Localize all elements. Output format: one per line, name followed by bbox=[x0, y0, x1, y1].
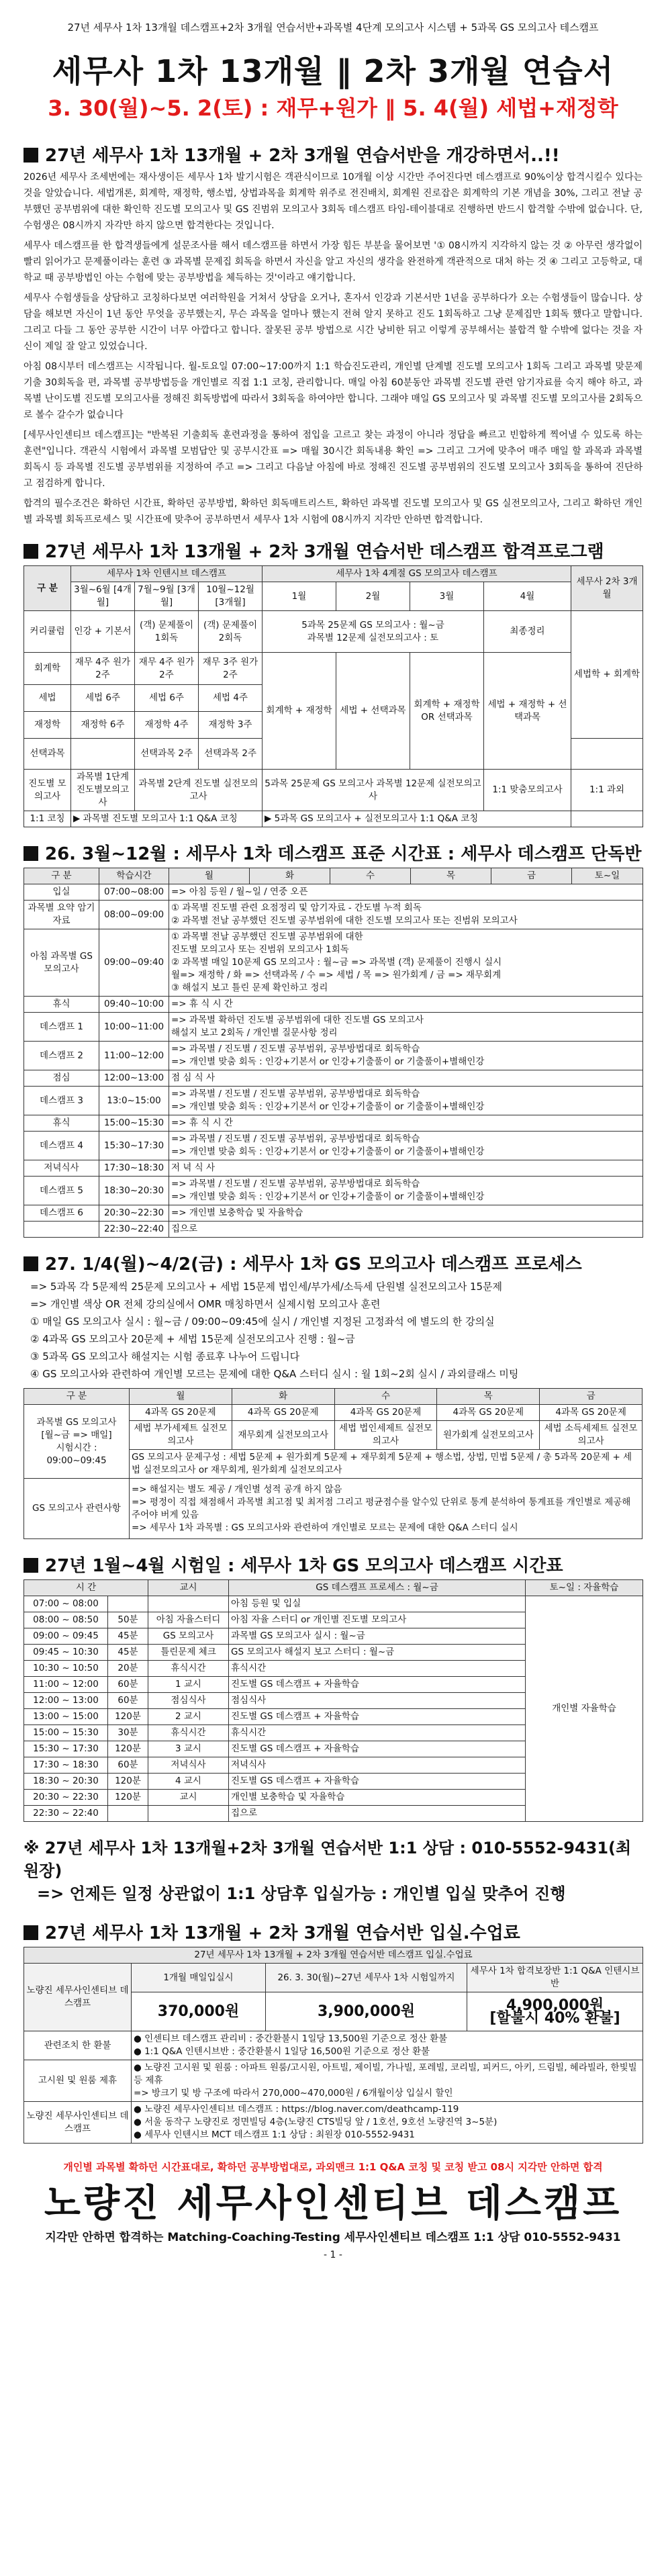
fee-table: 27년 세무사 1차 13개월 + 2차 3개월 연습서반 데스캠프 입실.수업료 노량진 세무사인센티브 데스캠프 1개월 매일입실시 26. 3. 30(월)~27년 세무사 1차 시험일까지 세무사 1차 합격보장반 1:1 Q&A 인텐시브반 370,000원 3,900,000원 4,900,000원 [할불시 40% 환불] 관련조치 한 환불 ● 인센티브 데스캠프 관리비 : 중간환불시 1일당 13,500원 기준으로 정산 환불 ● 1:1 Q&A 인텐시브반 : 중간환불시 1일당 16,500원 기준으로 정산 환불 고시원 및 원룸 제휴 ● 노량진 고시원 및 원룸 : 아파트 원룸/고시원, 아트빌, 제이빌, 가나빌, 포레빌, 코리빌, 피커드, 아키, 드림빌, 헤라빌라, 한빛빌 등 제휴 => 방크기 및 방 구조에 따라서 270,000~470,000원 / 6개월이상 입실시 할인 노량진 세무사인센티브 데스캠프 ● 노량진 세무사인센티브 데스캠프 : https://blog.naver.com/deathcamp-119 ● 서울 동작구 노량진로 정면빌딩 4층(노량진 CTS빌딩 앞 / 1호선, 9호선 노량진역 3~5분) ● 세무사 인텐시브 MCT 데스캠프 1:1 상담 : 최원장 010-5552-9431 bbox=[23, 1947, 643, 2144]
schedule-row bbox=[24, 1087, 643, 1115]
exam-row-content: GS 모의고사 해설지 보고 스터디 : 월~금 bbox=[229, 1645, 526, 1661]
exam-row-time: 09:45 ~ 10:30 bbox=[24, 1645, 108, 1661]
schedule-row-time: 15:00~15:30 bbox=[99, 1115, 169, 1132]
schedule-row-name: 휴식 bbox=[24, 997, 99, 1013]
square-bullet-icon bbox=[23, 148, 38, 163]
schedule-row bbox=[24, 901, 643, 929]
square-bullet-icon bbox=[23, 1256, 38, 1271]
exam-row-minutes: 60분 bbox=[108, 1693, 148, 1709]
schedule-row-name: 데스캠프 5 bbox=[24, 1177, 99, 1205]
intro-paragraph: 세무사 데스캠프를 한 합격생들에게 설문조사를 해서 데스캠프를 하면서 가장 힘든 부분을 물어보면 '① 08시까지 지각하지 않는 것 ② 아무런 생각없이 빨리 읽어가고 문제풀이라는 훈련 ③ 과목별 문제집 회독을 하면서 자신을 알고 자신의 생각을 완전하게 객관적으로 대처 하는 것 ④ 그리고 고등학교, 대학교 때 공부방법인 아는 수험에 맞는 공부방법을 체득하는 것'이라고 얘기합니다. bbox=[23, 240, 643, 283]
exam-row-time: 20:30 ~ 22:30 bbox=[24, 1790, 108, 1806]
schedule-row-time: 08:00~09:00 bbox=[99, 901, 169, 929]
exam-row-content: 진도별 GS 데스캠프 + 자율학습 bbox=[229, 1774, 526, 1790]
exam-row-class: 1 교시 bbox=[148, 1677, 229, 1693]
schedule-row-content: => 과목별 / 진도별 / 진도별 공부범위, 공부방법대로 회독학습 => 개인별 맞춤 회독 : 인강+기본서 or 인강+기출풀이 or 기출풀이+별해인강 bbox=[169, 1177, 643, 1205]
schedule-row bbox=[24, 1115, 643, 1132]
schedule-row-name bbox=[24, 1222, 99, 1238]
exam-row-content: 진도별 GS 데스캠프 + 자율학습 bbox=[229, 1741, 526, 1757]
exam-row-minutes bbox=[108, 1806, 148, 1822]
schedule-header-cell: 토~일 bbox=[572, 868, 643, 884]
schedule-row-time: 13:0~15:00 bbox=[99, 1087, 169, 1115]
schedule-row bbox=[24, 1013, 643, 1042]
schedule-row-content: => 과목별 / 진도별 / 진도별 공부범위, 공부방법대로 회독학습 => 개인별 맞춤 회독 : 인강+기본서 or 인강+기출풀이 or 기출풀이+별해인강 bbox=[169, 1132, 643, 1160]
program-section bbox=[23, 539, 643, 827]
exam-weekend-cell: 개인별 자율학습 bbox=[526, 1596, 643, 1822]
exam-row-content: 휴식시간 bbox=[229, 1725, 526, 1741]
exam-row-minutes: 20분 bbox=[108, 1661, 148, 1677]
footer-subtitle: 지각만 안하면 합격하는 Matching-Coaching-Testing 세무사인센티브 데스캠프 1:1 상담 010-5552-9431 bbox=[45, 2231, 621, 2244]
square-bullet-icon bbox=[23, 544, 38, 559]
schedule-row-content: => 휴 식 시 간 bbox=[169, 1115, 643, 1132]
exam-row-class: 아침 자율스터디 bbox=[148, 1612, 229, 1628]
fee-heading: 27년 세무사 1차 13개월 + 2차 3개월 연습서반 입실.수업료 bbox=[23, 1920, 643, 1947]
schedule-row-name: 저녁식사 bbox=[24, 1160, 99, 1177]
exam-row-minutes: 60분 bbox=[108, 1757, 148, 1774]
exam-row-minutes: 120분 bbox=[108, 1709, 148, 1725]
schedule-row-time: 09:00~09:40 bbox=[99, 929, 169, 997]
schedule-row-content: ① 과목별 진도별 관련 요점정리 및 암기자료 - 간도별 누적 회독 ② 과목별 전날 공부했던 진도별 공부범위에 대한 진도별 모의고사 또는 진범위 모의고사 bbox=[169, 901, 643, 929]
schedule-row-name: 데스캠프 4 bbox=[24, 1132, 99, 1160]
schedule-header-cell: 구 분 bbox=[24, 868, 99, 884]
exam-row-time: 08:00 ~ 08:50 bbox=[24, 1612, 108, 1628]
schedule-table bbox=[23, 868, 643, 1238]
exam-row-time: 15:00 ~ 15:30 bbox=[24, 1725, 108, 1741]
exam-row-class: 틀린문제 체크 bbox=[148, 1645, 229, 1661]
schedule-section bbox=[23, 841, 643, 1238]
consult-notice: ※ 27년 세무사 1차 13개월+2차 3개월 연습서반 1:1 상담 : 010-5552-9431(최원장) => 언제든 일정 상관없이 1:1 상담후 입실가능 : 개인별 입실 맞추어 진행 bbox=[23, 1839, 632, 1903]
intro-paragraph: 아침 08시부터 데스캠프는 시작됩니다. 월-토요일 07:00~17:00까지 1:1 학습진도관리, 개인별 단계별 진도별 모의고사 1회독 그리고 과목별 맞문제 기출 30회독을 편, 과목별 공부방법등을 개인별로 직접 1:1 코칭, 관리합니다. 매일 아침 60분동안 과목별 진도별 관련 암기자료를 숙지 해야 하고, 과목별 난이도별 진도별 모의고사를 정해진 회독방법에 따라서 3회독을 하여야만 합니다. 그래야 매일 GS 모의고사 및 과목별 진도별 모의고사를 2회독으로 볼수 갈수가 없습니다 bbox=[23, 361, 643, 420]
exam-row-content: 점심식사 bbox=[229, 1693, 526, 1709]
schedule-row-content: => 과목별 확하던 진도별 공부범위에 대한 진도별 GS 모의고사 해설지 보고 2회독 / 개인별 질문사항 정리 bbox=[169, 1013, 643, 1042]
exam-row-content: 개인별 보충학습 및 자율학습 bbox=[229, 1790, 526, 1806]
exam-row-time: 17:30 ~ 18:30 bbox=[24, 1757, 108, 1774]
exam-row-time: 22:30 ~ 22:40 bbox=[24, 1806, 108, 1822]
schedule-row-name: 입실 bbox=[24, 884, 99, 901]
exam-row-content: 집으로 bbox=[229, 1806, 526, 1822]
schedule-row-time: 18:30~20:30 bbox=[99, 1177, 169, 1205]
exam-row-content: 저녁식사 bbox=[229, 1757, 526, 1774]
schedule-header-cell: 월 bbox=[169, 868, 250, 884]
schedule-row-time: 22:30~22:40 bbox=[99, 1222, 169, 1238]
exam-schedule-table: 시 간 교시 GS 데스캠프 프로세스 : 월~금 토~일 : 자율학습 07:00 ~ 08:00 아침 등원 및 입실 개인별 자율학습 08:00 ~ 08:50 50분 아침 자율스터디 아침 자율 스터디 or 개인별 진도별 모의고사 09:00 ~ 09:45 45분 GS 모의고사 과목별 GS 모의고사 실시 : 월~금 09:45 ~ 10:30 45분 틀린문제 체크 GS 모의고사 해설지 보고 스터디 : 월~금 10:30 ~ 10:50 20분 휴식시간 휴식시간 11:00 ~ 12:00 60분 1 교시 진도별 GS 데스캠프 + 자율학습 12:00 ~ 13:00 60분 점심식사 점심식사 13:00 ~ 15:00 120분 2 교시 진도별 GS 데스캠프 + 자율학습 15:00 ~ 15:30 30분 휴식시간 휴식시간 15:30 ~ 17:30 120분 3 교시 진도별 GS 데스캠프 + 자율학습 17:30 ~ 18:30 60분 저녁식사 저녁식사 18:30 ~ 20:30 120분 4 교시 진도별 GS 데스캠프 + 자율학습 20:30 ~ 22:30 120분 교시 개인별 보충학습 및 자율학습 22:30 ~ 22:40 집으로 bbox=[23, 1579, 643, 1822]
schedule-row-content: ① 과목별 전날 공부했던 진도별 공부범위에 대한 진도별 모의고사 또는 진범위 모의고사 1회독 ② 과목별 매일 10문제 GS 모의고사 : 월~금 => 과목별 (객) 문제풀이 진행시 실시 월=> 재정학 / 화 => 선택과목 / 수 => 세법 / 목 => 원가회계 / 금 => 재무회계 ③ 해설지 보고 틀린 문제 확인하고 정리 bbox=[169, 929, 643, 997]
schedule-row bbox=[24, 1160, 643, 1177]
exam-row-time: 07:00 ~ 08:00 bbox=[24, 1596, 108, 1612]
schedule-row-name: 아침 과목별 GS 모의고사 bbox=[24, 929, 99, 997]
exam-row-minutes: 45분 bbox=[108, 1628, 148, 1645]
intro-section bbox=[23, 142, 643, 528]
footer-red-line: 개인별 과목별 확하던 시간표대로, 확하던 공부방법대로, 과외맨크 1:1 Q&A 코칭 및 코칭 받고 08시 지각만 안하면 합격 bbox=[63, 2161, 603, 2173]
sub-title: 3. 30(월)~5. 2(토) : 재무+원가 ‖ 5. 4(월) 세법+재정학 bbox=[48, 95, 618, 121]
intro-paragraph: 합격의 필수조건은 확하던 시간표, 확하던 공부방법, 확하던 회독매트리스트, 확하던 과목별 진도별 모의고사 및 GS 실전모의고사, 그리고 확하던 개인별 과목별 회독프로세스 및 시간표에 맞추어 공부하면서 세무사 1차 시험에 08시까지 지각만 안하면 합격합니다. bbox=[23, 498, 643, 525]
schedule-row-time: 15:30~17:30 bbox=[99, 1132, 169, 1160]
exam-row-minutes: 60분 bbox=[108, 1677, 148, 1693]
fee-section bbox=[23, 1920, 643, 2144]
schedule-row-name: 데스캠프 6 bbox=[24, 1205, 99, 1222]
schedule-row-content: => 과목별 / 진도별 / 진도별 공부범위, 공부방법대로 회독학습 => 개인별 맞춤 회독 : 인강+기본서 or 인강+기출풀이 or 기출풀이+별해인강 bbox=[169, 1042, 643, 1070]
gs-process-bullets: => 5과목 각 5문제씩 25문제 모의고사 + 세법 15문제 법인세/부가세/소득세 단원별 실전모의고사 15문제 => 개인별 색상 OR 전체 강의실에서 OMR 매칭하면서 실제시험 모의고사 훈련 ① 매일 GS 모의고사 실시 : 월~금 / 09:00~09:45에 실시 / 개인별 지정된 고정좌석 에 별도의 한 강의실 ② 4과목 GS 모의고사 20문제 + 세법 15문제 실전모의고사 진행 : 월~금 ③ 5과목 GS 모의고사 해설지는 시험 종료후 나누어 드립니다 ④ GS 모의고사와 관련하여 개인별 모르는 문제에 대한 Q&A 스터디 실시 : 월 1회~2회 실시 / 과외클래스 미팅 bbox=[30, 1281, 519, 1380]
exam-row-content: 아침 자율 스터디 or 개인별 진도별 모의고사 bbox=[229, 1612, 526, 1628]
schedule-header-cell: 화 bbox=[250, 868, 330, 884]
exam-row-content: 휴식시간 bbox=[229, 1661, 526, 1677]
exam-row-class: 교시 bbox=[148, 1790, 229, 1806]
schedule-row-time: 11:00~12:00 bbox=[99, 1042, 169, 1070]
program-table: 구 분 세무사 1차 인텐시브 데스캠프 세무사 1차 4계절 GS 모의고사 데스캠프 세무사 2차 3개월 3월~6월 [4개월] 7월~9월 [3개월] 10월~12월 [3개월] 1월 2월 3월 4월 커리큘럼 인강 + 기본서 (객) 문제풀이 1회독 (객) 문제풀이 2회독 5과목 25문제 GS 모의고사 : 월~금 과목별 12문제 실전모의고사 : 토 최종정리 세법학 + 회계학 회계학 재무 4주 원가 2주 재무 4주 원가 2주 재무 3주 원가 2주 회계학 + 재정학 세법 + 선택과목 회계학 + 재정학 OR 선택과목 세법 + 재정학 + 선택과목 세법 세법 6주 세법 6주 세법 4주 재정학 재정학 6주 재정학 4주 재정학 3주 선택과목 선택과목 2주 선택과목 2주 진도별 모의고사 과목별 1단계 진도별모의고사 과목별 2단계 진도별 실전모의고사 5과목 25문제 GS 모의고사 과목별 12문제 실전모의고사 1:1 맞춤모의고사 1:1 과외 1:1 코칭 ▶ 과목별 진도별 모의고사 1:1 Q&A 코칭 ▶ 5과목 GS 모의고사 + 실전모의고사 1:1 Q&A 코칭 bbox=[23, 565, 643, 827]
exam-row-minutes bbox=[108, 1596, 148, 1612]
schedule-header-cell: 학습시간 bbox=[99, 868, 169, 884]
exam-row-content: 진도별 GS 데스캠프 + 자율학습 bbox=[229, 1677, 526, 1693]
gs-process-heading: 27. 1/4(월)~4/2(금) : 세무사 1차 GS 모의고사 데스캠프 프로세스 bbox=[23, 1251, 643, 1278]
schedule-row-name: 점심 bbox=[24, 1070, 99, 1087]
schedule-row-name: 데스캠프 1 bbox=[24, 1013, 99, 1042]
square-bullet-icon bbox=[23, 1558, 38, 1573]
square-bullet-icon bbox=[23, 846, 38, 861]
schedule-row-content: 저 녁 식 사 bbox=[169, 1160, 643, 1177]
square-bullet-icon bbox=[23, 1925, 38, 1940]
exam-row-minutes: 50분 bbox=[108, 1612, 148, 1628]
schedule-header-cell: 금 bbox=[491, 868, 572, 884]
schedule-row bbox=[24, 1070, 643, 1087]
footer-title: 노량진 세무사인센티브 데스캠프 bbox=[44, 2182, 622, 2225]
schedule-row-content: => 개인별 보충학습 및 자율학습 bbox=[169, 1205, 643, 1222]
schedule-row-time: 09:40~10:00 bbox=[99, 997, 169, 1013]
schedule-row-name: 데스캠프 2 bbox=[24, 1042, 99, 1070]
intro-paragraph: 2026년 세무사 조세번에는 재사생이든 세무사 1차 발기시험은 객관식이므로 10개월 이상 시간만 주어진다면 데스캠프로 90%이상 합격시킬수 있다는 것을 알았습니다. 세법개론, 회계학, 재정학, 행소법, 상법과목을 회계학 위주로 전진배치, 회계원 진로잡은 회계학의 기본 개념을 30%, 그리고 전날 공부했던 공부범위에 대한 확인학 진도별 모의고사 및 GS 진범위 모의고사 3회독 데스캠프 타임-테이블대로 진행하면 반드시 합격할 수밖에 없습니다. 단, 수험생은 08시까지 자각만 하지 않으면 합격한다는 것입니다. bbox=[23, 172, 643, 231]
schedule-row bbox=[24, 1222, 643, 1238]
top-banner-line: 27년 세무사 1차 13개월 데스캠프+2차 3개월 연습서반+과목별 4단계 모의고사 시스템 + 5과목 GS 모의고사 테스캠프 bbox=[67, 21, 599, 34]
exam-row-content: 진도별 GS 데스캠프 + 자율학습 bbox=[229, 1709, 526, 1725]
page-number: - 1 - bbox=[324, 2250, 342, 2260]
schedule-heading: 26. 3월~12월 : 세무사 1차 데스캠프 표준 시간표 : 세무사 데스캠프 단독반 bbox=[23, 841, 643, 868]
exam-row-minutes: 120분 bbox=[108, 1741, 148, 1757]
exam-row-time: 13:00 ~ 15:00 bbox=[24, 1709, 108, 1725]
exam-row-class: 휴식시간 bbox=[148, 1661, 229, 1677]
exam-row-minutes: 45분 bbox=[108, 1645, 148, 1661]
schedule-row-time: 12:00~13:00 bbox=[99, 1070, 169, 1087]
schedule-row-time: 17:30~18:30 bbox=[99, 1160, 169, 1177]
schedule-row-content: => 아침 등원 / 월~일 / 연중 오픈 bbox=[169, 884, 643, 901]
schedule-row-name: 과목별 요약 암기자료 bbox=[24, 901, 99, 929]
intro-paragraph: 세무사 수험생들을 상담하고 코칭하다보면 여러학원을 거쳐서 상담을 오거나, 혼자서 인강과 기본서만 1년을 공부하다가 오는 수험생들이 많습니다. 상담을 해보면 자신이 1년 동안 무엇을 공부했는지, 무슨 과목을 얼마나 했는지 전혀 알지 못하고 진도 1회독하고 그냥 문제집만 1회독 했다고 말합니다. 그리고 다들 그 동안 공부한 시간이 너무 아깝다고 합니다. 잘못된 공부 방법으로 시간 낭비한 뒤고 이렇게 공부해서는 불합격 할 수밖에 없다는 것을 자신이 제일 잘 알고 있었습니다. bbox=[23, 293, 643, 352]
schedule-row bbox=[24, 929, 643, 997]
gs-process-table: 구 분 월 화 수 목 금 과목별 GS 모의고사 [월~금 => 매일] 시험시간 : 09:00~09:45 4과목 GS 20문제 4과목 GS 20문제 4과목 GS 20문제 4과목 GS 20문제 4과목 GS 20문제 세법 부가세제트 실전모의고사 재무회계 실전모의고사 세법 법인세제트 실전모의고사 원가회계 실전모의고사 세법 소득세제트 실전모의고사 GS 모의고사 문제구성 : 세법 5문제 + 원가회계 5문제 + 재무회계 5문제 + 행소법, 상법, 민법 5문제 / 총 5과목 20문제 + 세법 실전모의고사 or 재무회계, 원가회계 실전모의고사 GS 모의고사 관련사항 => 해설지는 별도 제공 / 개인별 성적 공개 하지 않음 => 평정이 직접 채점해서 과목별 최고점 및 최저점 그리고 평균점수를 알수있 단위로 통계 분석하여 통계표를 개인별로 제공해 주어야 버게 있음 => 세무사 1차 과목별 : GS 모의고사와 관련하여 개인별로 모르는 문제에 대한 Q&A 스터디 실시 bbox=[23, 1388, 643, 1539]
exam-row-time: 18:30 ~ 20:30 bbox=[24, 1774, 108, 1790]
exam-row bbox=[24, 1596, 643, 1612]
exam-row-class: 저녁식사 bbox=[148, 1757, 229, 1774]
schedule-row-time: 07:00~08:00 bbox=[99, 884, 169, 901]
schedule-row-name: 휴식 bbox=[24, 1115, 99, 1132]
exam-row-content: 과목별 GS 모의고사 실시 : 월~금 bbox=[229, 1628, 526, 1645]
exam-row-minutes: 30분 bbox=[108, 1725, 148, 1741]
schedule-header-cell: 수 bbox=[330, 868, 411, 884]
exam-schedule-section bbox=[23, 1553, 643, 1822]
schedule-row bbox=[24, 1132, 643, 1160]
exam-row-class: 4 교시 bbox=[148, 1774, 229, 1790]
schedule-row bbox=[24, 1177, 643, 1205]
schedule-row-name: 데스캠프 3 bbox=[24, 1087, 99, 1115]
gs-process-section bbox=[23, 1251, 643, 1539]
exam-row-time: 10:30 ~ 10:50 bbox=[24, 1661, 108, 1677]
schedule-row-content: => 과목별 / 진도별 / 진도별 공부범위, 공부방법대로 회독학습 => 개인별 맞춤 회독 : 인강+기본서 or 인강+기출풀이 or 기출풀이+별해인강 bbox=[169, 1087, 643, 1115]
exam-schedule-heading: 27년 1월~4월 시험일 : 세무사 1차 GS 모의고사 데스캠프 시간표 bbox=[23, 1553, 643, 1579]
intro-heading: 27년 세무사 1차 13개월 + 2차 3개월 연습서반을 개강하면서..!! bbox=[23, 142, 643, 169]
schedule-row bbox=[24, 884, 643, 901]
intro-paragraph: [세무사인센티브 데스캠프]는 "반복된 기출회독 훈련과정을 통하여 점입을 고르고 찾는 과정이 아니라 정답을 빠르고 빈합하게 찍어낼 수 있도록 하는 훈련"입니다. 객관식 시험에서 과목별 모범답안 및 공부시간표 => 매월 30시간 회독내용 확인 => 그리고 그거에 맞추어 매주 매일 할 과목과 과목별 회독시 등 과목별 진도별 공부범위를 지정하여 주고 => 그리고 다음날 아침에 바로 정해진 진도별 공부범위의 진도별 모의고사 3회독을 통하여 진단하고 점검하게 합니다. bbox=[23, 430, 643, 489]
exam-row-class: 3 교시 bbox=[148, 1741, 229, 1757]
exam-row-time: 15:30 ~ 17:30 bbox=[24, 1741, 108, 1757]
schedule-row-content: 집으로 bbox=[169, 1222, 643, 1238]
exam-row-content: 아침 등원 및 입실 bbox=[229, 1596, 526, 1612]
schedule-row-time: 20:30~22:30 bbox=[99, 1205, 169, 1222]
exam-row-time: 12:00 ~ 13:00 bbox=[24, 1693, 108, 1709]
schedule-header-cell: 목 bbox=[411, 868, 491, 884]
exam-row-time: 09:00 ~ 09:45 bbox=[24, 1628, 108, 1645]
exam-row-class bbox=[148, 1806, 229, 1822]
exam-row-minutes: 120분 bbox=[108, 1774, 148, 1790]
schedule-row-time: 10:00~11:00 bbox=[99, 1013, 169, 1042]
schedule-row bbox=[24, 997, 643, 1013]
exam-row-class: 휴식시간 bbox=[148, 1725, 229, 1741]
schedule-row bbox=[24, 1205, 643, 1222]
exam-row-class: 2 교시 bbox=[148, 1709, 229, 1725]
exam-row-class: 점심식사 bbox=[148, 1693, 229, 1709]
schedule-row bbox=[24, 1042, 643, 1070]
program-heading: 27년 세무사 1차 13개월 + 2차 3개월 연습서반 데스캠프 합격프로그램 bbox=[23, 539, 643, 565]
exam-row-class bbox=[148, 1596, 229, 1612]
schedule-header-row bbox=[24, 868, 643, 884]
exam-row-minutes: 120분 bbox=[108, 1790, 148, 1806]
schedule-row-content: 점 심 식 사 bbox=[169, 1070, 643, 1087]
exam-row-time: 11:00 ~ 12:00 bbox=[24, 1677, 108, 1693]
exam-row-class: GS 모의고사 bbox=[148, 1628, 229, 1645]
schedule-row-content: => 휴 식 시 간 bbox=[169, 997, 643, 1013]
blog-link[interactable]: ● 노량진 세무사인센티브 데스캠프 : https://blog.naver.com/deathcamp-119 bbox=[134, 2104, 459, 2115]
main-title: 세무사 1차 13개월 ‖ 2차 3개월 연습서 bbox=[52, 53, 614, 89]
